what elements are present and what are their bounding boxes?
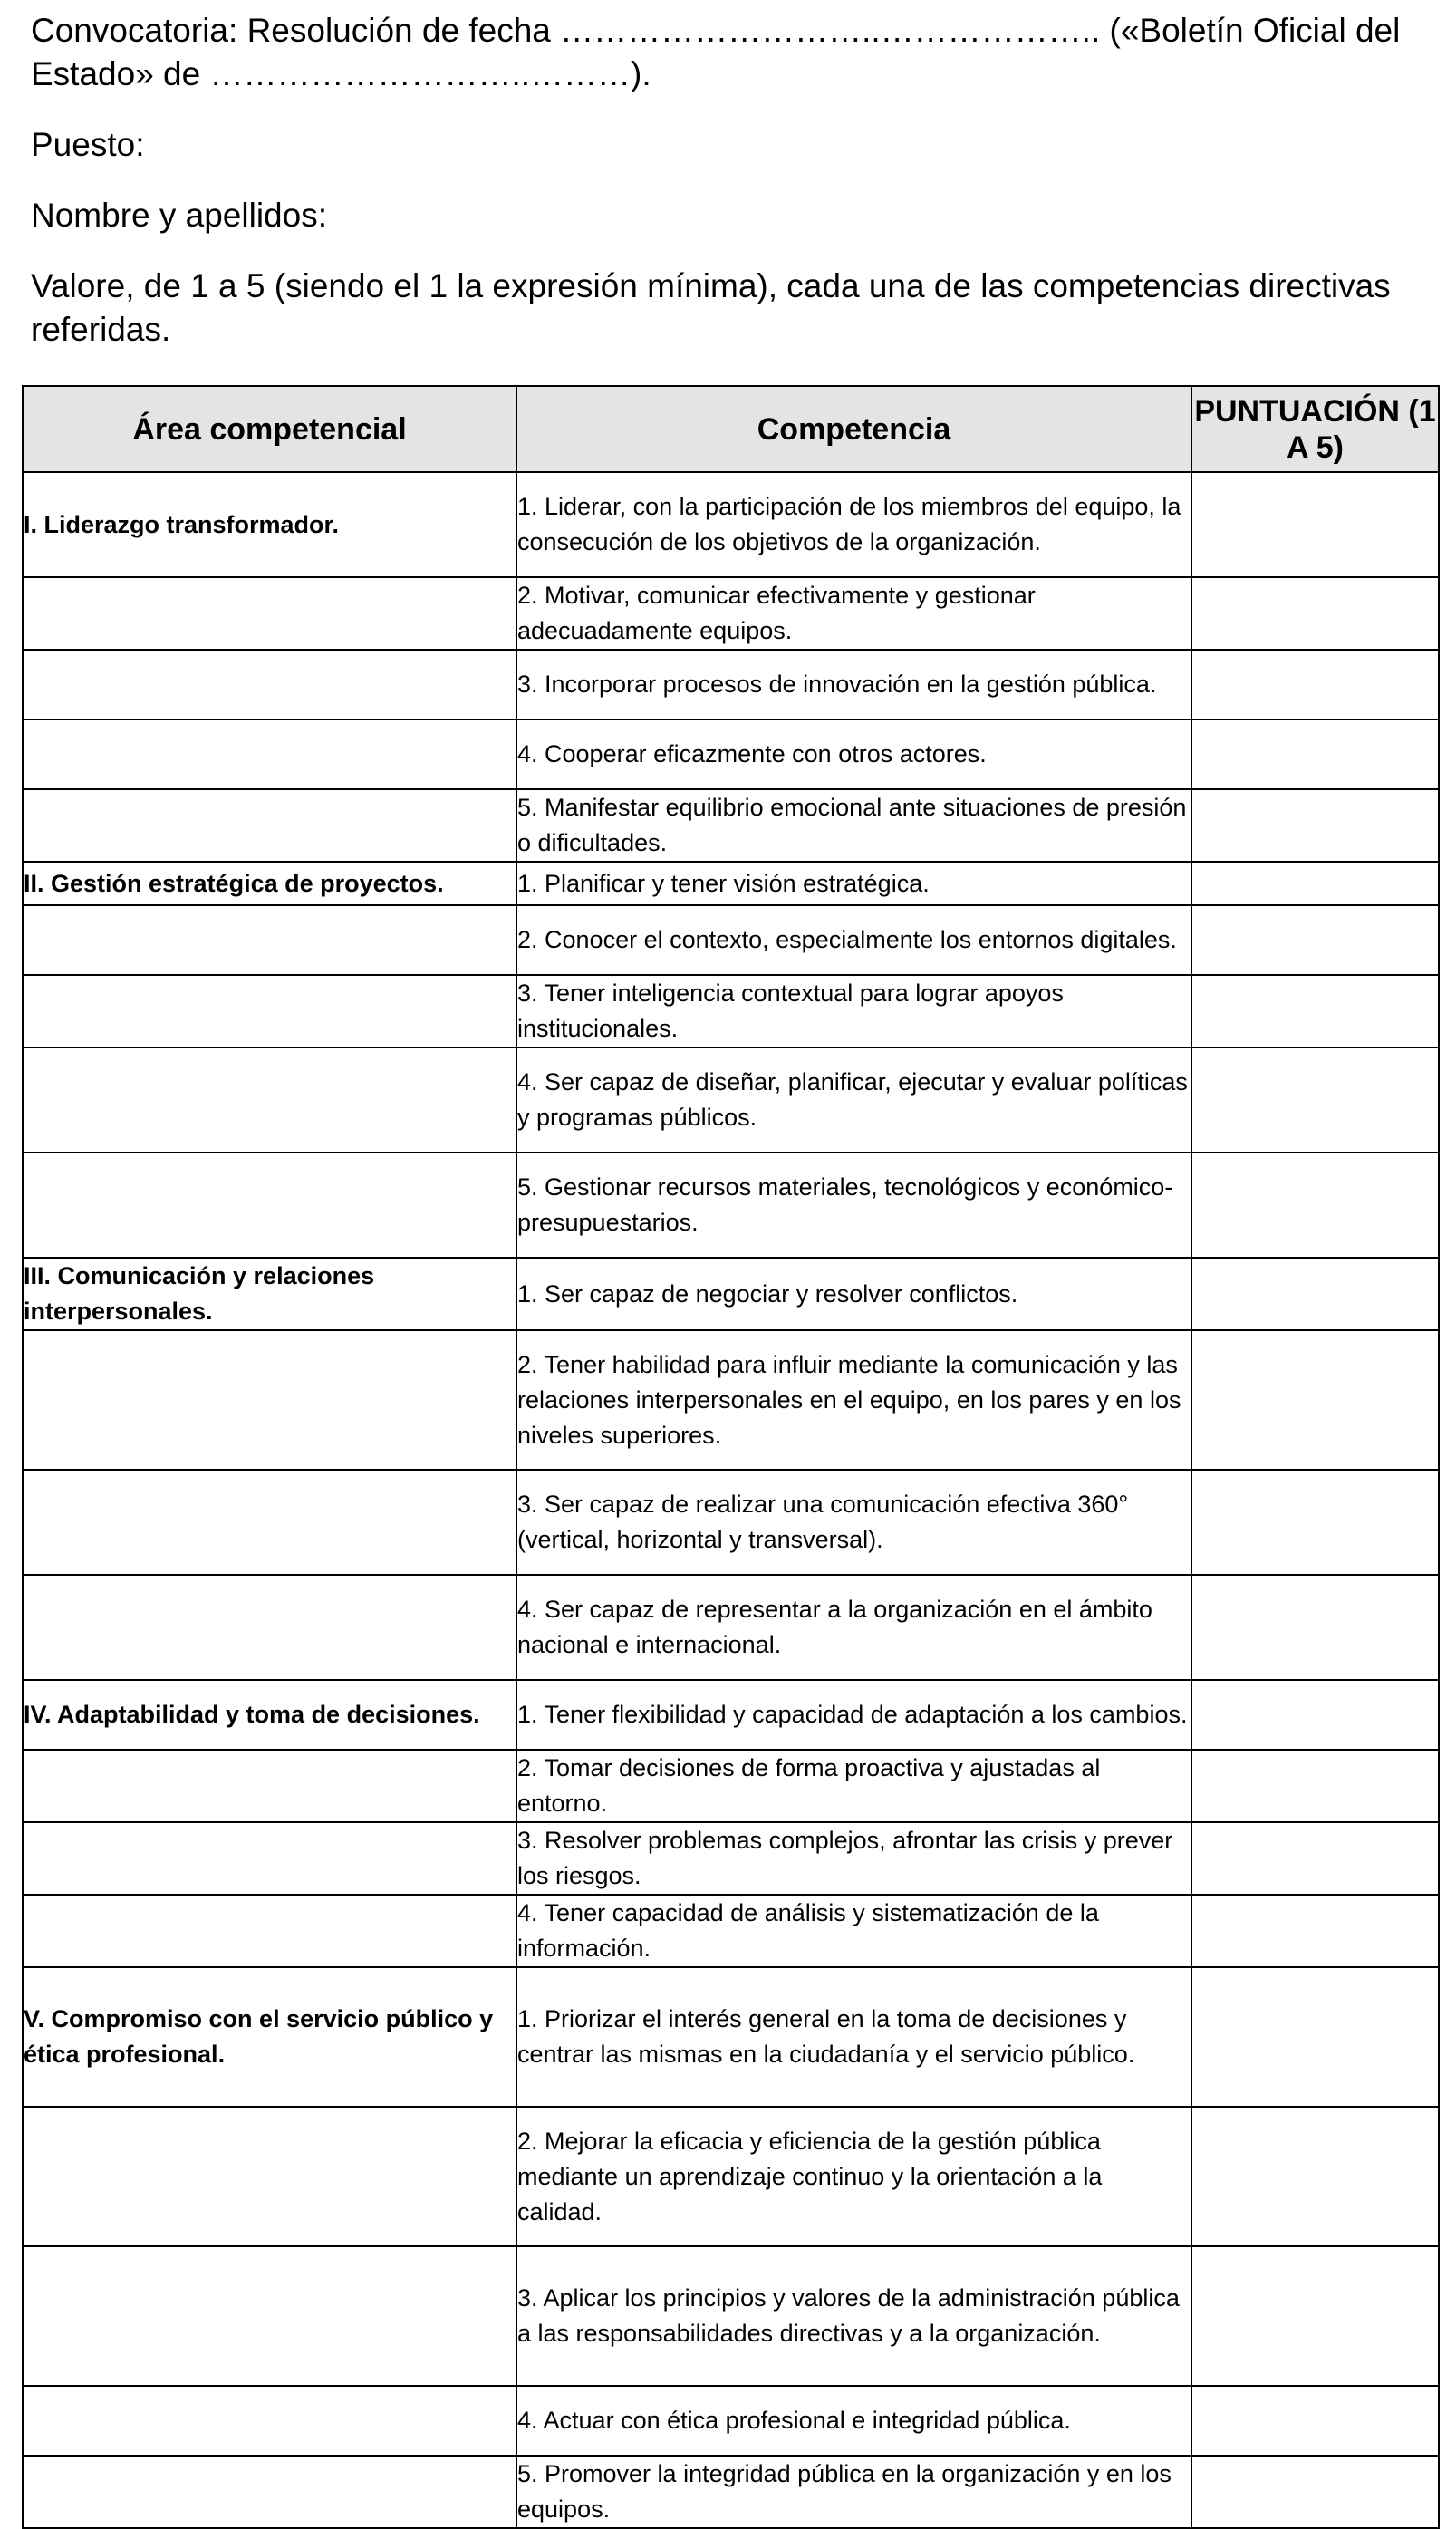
table-row xyxy=(23,1470,1439,1575)
area-cell xyxy=(23,1575,516,1680)
instruction-text: Valore, de 1 a 5 (siendo el 1 la expresión mínima), cada una de las competencias directivas referidas. xyxy=(31,267,1391,348)
competencia-cell: 4. Actuar con ética profesional e integridad pública. xyxy=(516,2386,1191,2456)
competencia-cell: 4. Ser capaz de diseñar, planificar, ejecutar y evaluar políticas y programas públicos. xyxy=(516,1047,1191,1153)
competencia-cell: 5. Gestionar recursos materiales, tecnológicos y económico-presupuestarios. xyxy=(516,1153,1191,1258)
area-cell xyxy=(23,650,516,719)
puesto-label: Puesto: xyxy=(31,126,145,163)
area-cell: I. Liderazgo transformador. xyxy=(23,472,516,577)
table-header-row xyxy=(23,386,1439,472)
area-cell xyxy=(23,1153,516,1258)
competencia-cell: 3. Incorporar procesos de innovación en la gestión pública. xyxy=(516,650,1191,719)
competencia-cell: 2. Motivar, comunicar efectivamente y gestionar adecuadamente equipos. xyxy=(516,577,1191,650)
table-row xyxy=(23,650,1439,719)
puntuacion-cell[interactable] xyxy=(1191,975,1439,1047)
competencia-cell: 1. Tener flexibilidad y capacidad de adaptación a los cambios. xyxy=(516,1680,1191,1750)
column-header-competencia: Competencia xyxy=(516,386,1191,472)
competencia-cell: 3. Resolver problemas complejos, afrontar las crisis y prever los riesgos. xyxy=(516,1822,1191,1895)
puntuacion-cell[interactable] xyxy=(1191,789,1439,862)
puntuacion-cell[interactable] xyxy=(1191,1153,1439,1258)
table-row xyxy=(23,975,1439,1047)
area-cell xyxy=(23,1822,516,1895)
area-cell xyxy=(23,2246,516,2386)
puntuacion-cell[interactable] xyxy=(1191,2456,1439,2528)
table-row xyxy=(23,1967,1439,2107)
area-cell: II. Gestión estratégica de proyectos. xyxy=(23,862,516,905)
nombre-label: Nombre y apellidos: xyxy=(31,197,327,234)
competencia-cell: 3. Ser capaz de realizar una comunicación efectiva 360° (vertical, horizontal y transversal). xyxy=(516,1470,1191,1575)
competencia-cell: 2. Tomar decisiones de forma proactiva y ajustadas al entorno. xyxy=(516,1750,1191,1822)
area-cell: III. Comunicación y relaciones interpersonales. xyxy=(23,1258,516,1330)
table-row xyxy=(23,2456,1439,2528)
puntuacion-cell[interactable] xyxy=(1191,1575,1439,1680)
puntuacion-cell[interactable] xyxy=(1191,2386,1439,2456)
competencia-cell: 1. Ser capaz de negociar y resolver conflictos. xyxy=(516,1258,1191,1330)
puntuacion-cell[interactable] xyxy=(1191,1895,1439,1967)
puntuacion-cell[interactable] xyxy=(1191,577,1439,650)
table-row xyxy=(23,1330,1439,1470)
competencia-cell: 4. Cooperar eficazmente con otros actores. xyxy=(516,719,1191,789)
area-cell xyxy=(23,1470,516,1575)
area-cell xyxy=(23,577,516,650)
puntuacion-cell[interactable] xyxy=(1191,1047,1439,1153)
table-row xyxy=(23,1258,1439,1330)
puntuacion-cell[interactable] xyxy=(1191,650,1439,719)
table-row xyxy=(23,905,1439,975)
area-cell xyxy=(23,2107,516,2246)
puntuacion-cell[interactable] xyxy=(1191,1258,1439,1330)
competencia-cell: 3. Tener inteligencia contextual para lograr apoyos institucionales. xyxy=(516,975,1191,1047)
competencia-cell: 1. Priorizar el interés general en la toma de decisiones y centrar las mismas en la ciudadanía y el servicio público. xyxy=(516,1967,1191,2107)
competency-table xyxy=(22,385,1440,2529)
table-row xyxy=(23,577,1439,650)
table-row xyxy=(23,1153,1439,1258)
table-row xyxy=(23,789,1439,862)
table-row xyxy=(23,472,1439,577)
puntuacion-cell[interactable] xyxy=(1191,1680,1439,1750)
puntuacion-cell[interactable] xyxy=(1191,862,1439,905)
puntuacion-cell[interactable] xyxy=(1191,1967,1439,2107)
area-cell xyxy=(23,789,516,862)
convocatoria-line: Convocatoria: Resolución de fecha ………………………..……………….. («Boletín Oficial del Estado» de ………………………..………). xyxy=(31,12,1401,92)
table-row xyxy=(23,1575,1439,1680)
area-cell xyxy=(23,1047,516,1153)
puntuacion-cell[interactable] xyxy=(1191,719,1439,789)
table-row xyxy=(23,2107,1439,2246)
area-cell xyxy=(23,1330,516,1470)
competencia-cell: 3. Aplicar los principios y valores de la administración pública a las responsabilidades directivas y a la organización. xyxy=(516,2246,1191,2386)
puntuacion-cell[interactable] xyxy=(1191,1470,1439,1575)
column-header-area: Área competencial xyxy=(23,386,516,472)
competencia-cell: 5. Promover la integridad pública en la organización y en los equipos. xyxy=(516,2456,1191,2528)
table-row xyxy=(23,1895,1439,1967)
area-cell xyxy=(23,1750,516,1822)
puntuacion-cell[interactable] xyxy=(1191,2107,1439,2246)
puntuacion-cell[interactable] xyxy=(1191,1822,1439,1895)
table-row xyxy=(23,1822,1439,1895)
competencia-cell: 4. Tener capacidad de análisis y sistematización de la información. xyxy=(516,1895,1191,1967)
table-row xyxy=(23,1750,1439,1822)
table-row xyxy=(23,2386,1439,2456)
puntuacion-cell[interactable] xyxy=(1191,1750,1439,1822)
area-cell: V. Compromiso con el servicio público y ética profesional. xyxy=(23,1967,516,2107)
area-cell xyxy=(23,975,516,1047)
puntuacion-cell[interactable] xyxy=(1191,2246,1439,2386)
area-cell: IV. Adaptabilidad y toma de decisiones. xyxy=(23,1680,516,1750)
competencia-cell: 1. Liderar, con la participación de los miembros del equipo, la consecución de los objetivos de la organización. xyxy=(516,472,1191,577)
table-row xyxy=(23,2246,1439,2386)
puntuacion-cell[interactable] xyxy=(1191,1330,1439,1470)
puntuacion-cell[interactable] xyxy=(1191,905,1439,975)
competencia-cell: 4. Ser capaz de representar a la organización en el ámbito nacional e internacional. xyxy=(516,1575,1191,1680)
table-row xyxy=(23,862,1439,905)
competencia-cell: 2. Conocer el contexto, especialmente los entornos digitales. xyxy=(516,905,1191,975)
puntuacion-cell[interactable] xyxy=(1191,472,1439,577)
area-cell xyxy=(23,719,516,789)
column-header-puntuacion: PUNTUACIÓN (1 A 5) xyxy=(1191,386,1439,472)
table-row xyxy=(23,1047,1439,1153)
competencia-cell: 2. Mejorar la eficacia y eficiencia de la gestión pública mediante un aprendizaje continuo y la orientación a la calidad. xyxy=(516,2107,1191,2246)
competencia-cell: 1. Planificar y tener visión estratégica. xyxy=(516,862,1191,905)
area-cell xyxy=(23,1895,516,1967)
area-cell xyxy=(23,905,516,975)
competencia-cell: 5. Manifestar equilibrio emocional ante situaciones de presión o dificultades. xyxy=(516,789,1191,862)
area-cell xyxy=(23,2456,516,2528)
table-row xyxy=(23,719,1439,789)
competencia-cell: 2. Tener habilidad para influir mediante la comunicación y las relaciones interpersonales en el equipo, en los pares y en los niveles superiores. xyxy=(516,1330,1191,1470)
area-cell xyxy=(23,2386,516,2456)
table-row xyxy=(23,1680,1439,1750)
